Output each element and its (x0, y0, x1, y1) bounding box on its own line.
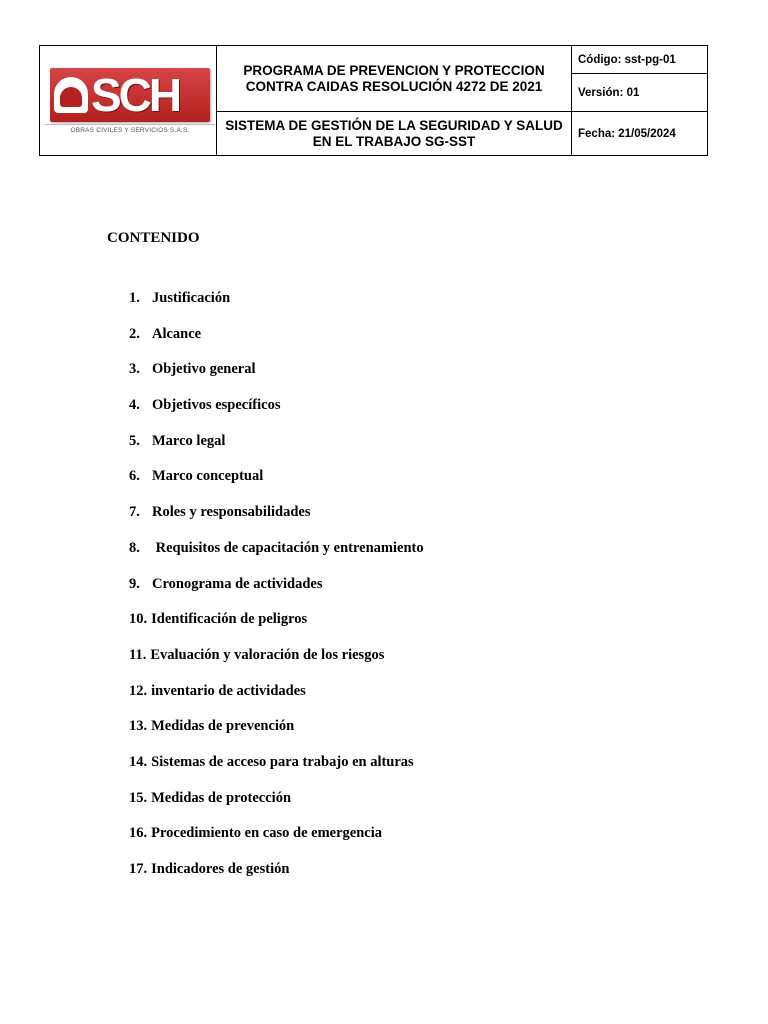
contents-item-label: Procedimiento en caso de emergencia (151, 825, 382, 842)
contents-item (129, 325, 424, 361)
contents-item (129, 539, 424, 575)
company-logo (45, 68, 211, 134)
contents-item-label: Medidas de prevención (151, 718, 295, 735)
contents-item (129, 610, 424, 646)
contents-item-label: Indicadores de gestión (151, 861, 290, 877)
contents-item (129, 789, 424, 825)
contents-item (129, 360, 424, 396)
contents-item-number: 17. (129, 861, 148, 877)
contents-item (129, 467, 424, 503)
contents-item-number: 16. (129, 825, 148, 842)
contents-item-label: Requisitos de capacitación y entrenamiento (152, 539, 424, 556)
contents-item-number: 12. (129, 682, 148, 699)
contents-item (129, 824, 424, 860)
contents-item-label: Identificación de peligros (151, 611, 308, 628)
helmet-icon (54, 77, 88, 113)
contents-item (129, 575, 424, 611)
contents-item-label: Justificación (152, 290, 231, 306)
contents-item (129, 682, 424, 718)
contents-item (129, 396, 424, 432)
document-version: Versión: 01 (572, 74, 708, 112)
contents-item-label: Objetivo general (152, 361, 256, 378)
contents-item-label: Marco legal (152, 432, 226, 449)
system-title: SISTEMA DE GESTIÓN DE LA SEGURIDAD Y SALUD EN EL TRABAJO SG-SST (217, 112, 572, 156)
contents-item (129, 503, 424, 539)
contents-title: CONTENIDO (107, 230, 200, 246)
contents-item-number: 10. (129, 611, 148, 628)
logo-subtitle: OBRAS CIVILES Y SERVICIOS S.A.S. (45, 124, 215, 134)
document-code: Código: sst-pg-01 (572, 46, 708, 74)
contents-item-label: Cronograma de actividades (152, 575, 323, 592)
contents-item-number: 1. (129, 290, 140, 306)
contents-item-number: 4. (129, 397, 140, 414)
contents-item-label: Sistemas de acceso para trabajo en alturas (151, 753, 414, 770)
contents-item-label: Roles y responsabilidades (152, 504, 311, 521)
contents-item (129, 289, 424, 325)
contents-item-label: Evaluación y valoración de los riesgos (150, 646, 385, 663)
contents-item-number: 6. (129, 468, 140, 485)
contents-item-label: Marco conceptual (152, 468, 264, 485)
contents-item-label: inventario de actividades (151, 682, 306, 699)
contents-item (129, 753, 424, 789)
contents-item (129, 646, 424, 682)
document-date: Fecha: 21/05/2024 (572, 112, 708, 156)
table-of-contents (107, 230, 707, 877)
contents-item-number: 15. (129, 789, 148, 806)
program-title: PROGRAMA DE PREVENCION Y PROTECCION CONTRA CAIDAS RESOLUCIÓN 4272 DE 2021 (217, 46, 572, 112)
contents-item-label: Alcance (152, 325, 202, 342)
contents-item-number: 13. (129, 718, 148, 735)
logo-text: SCH (91, 68, 180, 121)
contents-item-label: Medidas de protección (151, 789, 292, 806)
contents-item-number: 3. (129, 361, 140, 378)
contents-item-number: 2. (129, 325, 140, 342)
contents-item-label: Objetivos específicos (152, 397, 281, 414)
contents-item (129, 860, 424, 896)
contents-item (129, 717, 424, 753)
logo-cell (40, 46, 217, 156)
document-header (39, 45, 708, 156)
contents-item (129, 432, 424, 468)
contents-item-number: 5. (129, 432, 140, 449)
contents-item-number: 8. (129, 539, 140, 556)
contents-item-number: 14. (129, 753, 148, 770)
contents-list (129, 289, 424, 896)
contents-item-number: 9. (129, 575, 140, 592)
contents-item-number: 11. (129, 646, 147, 663)
contents-item-number: 7. (129, 504, 140, 521)
